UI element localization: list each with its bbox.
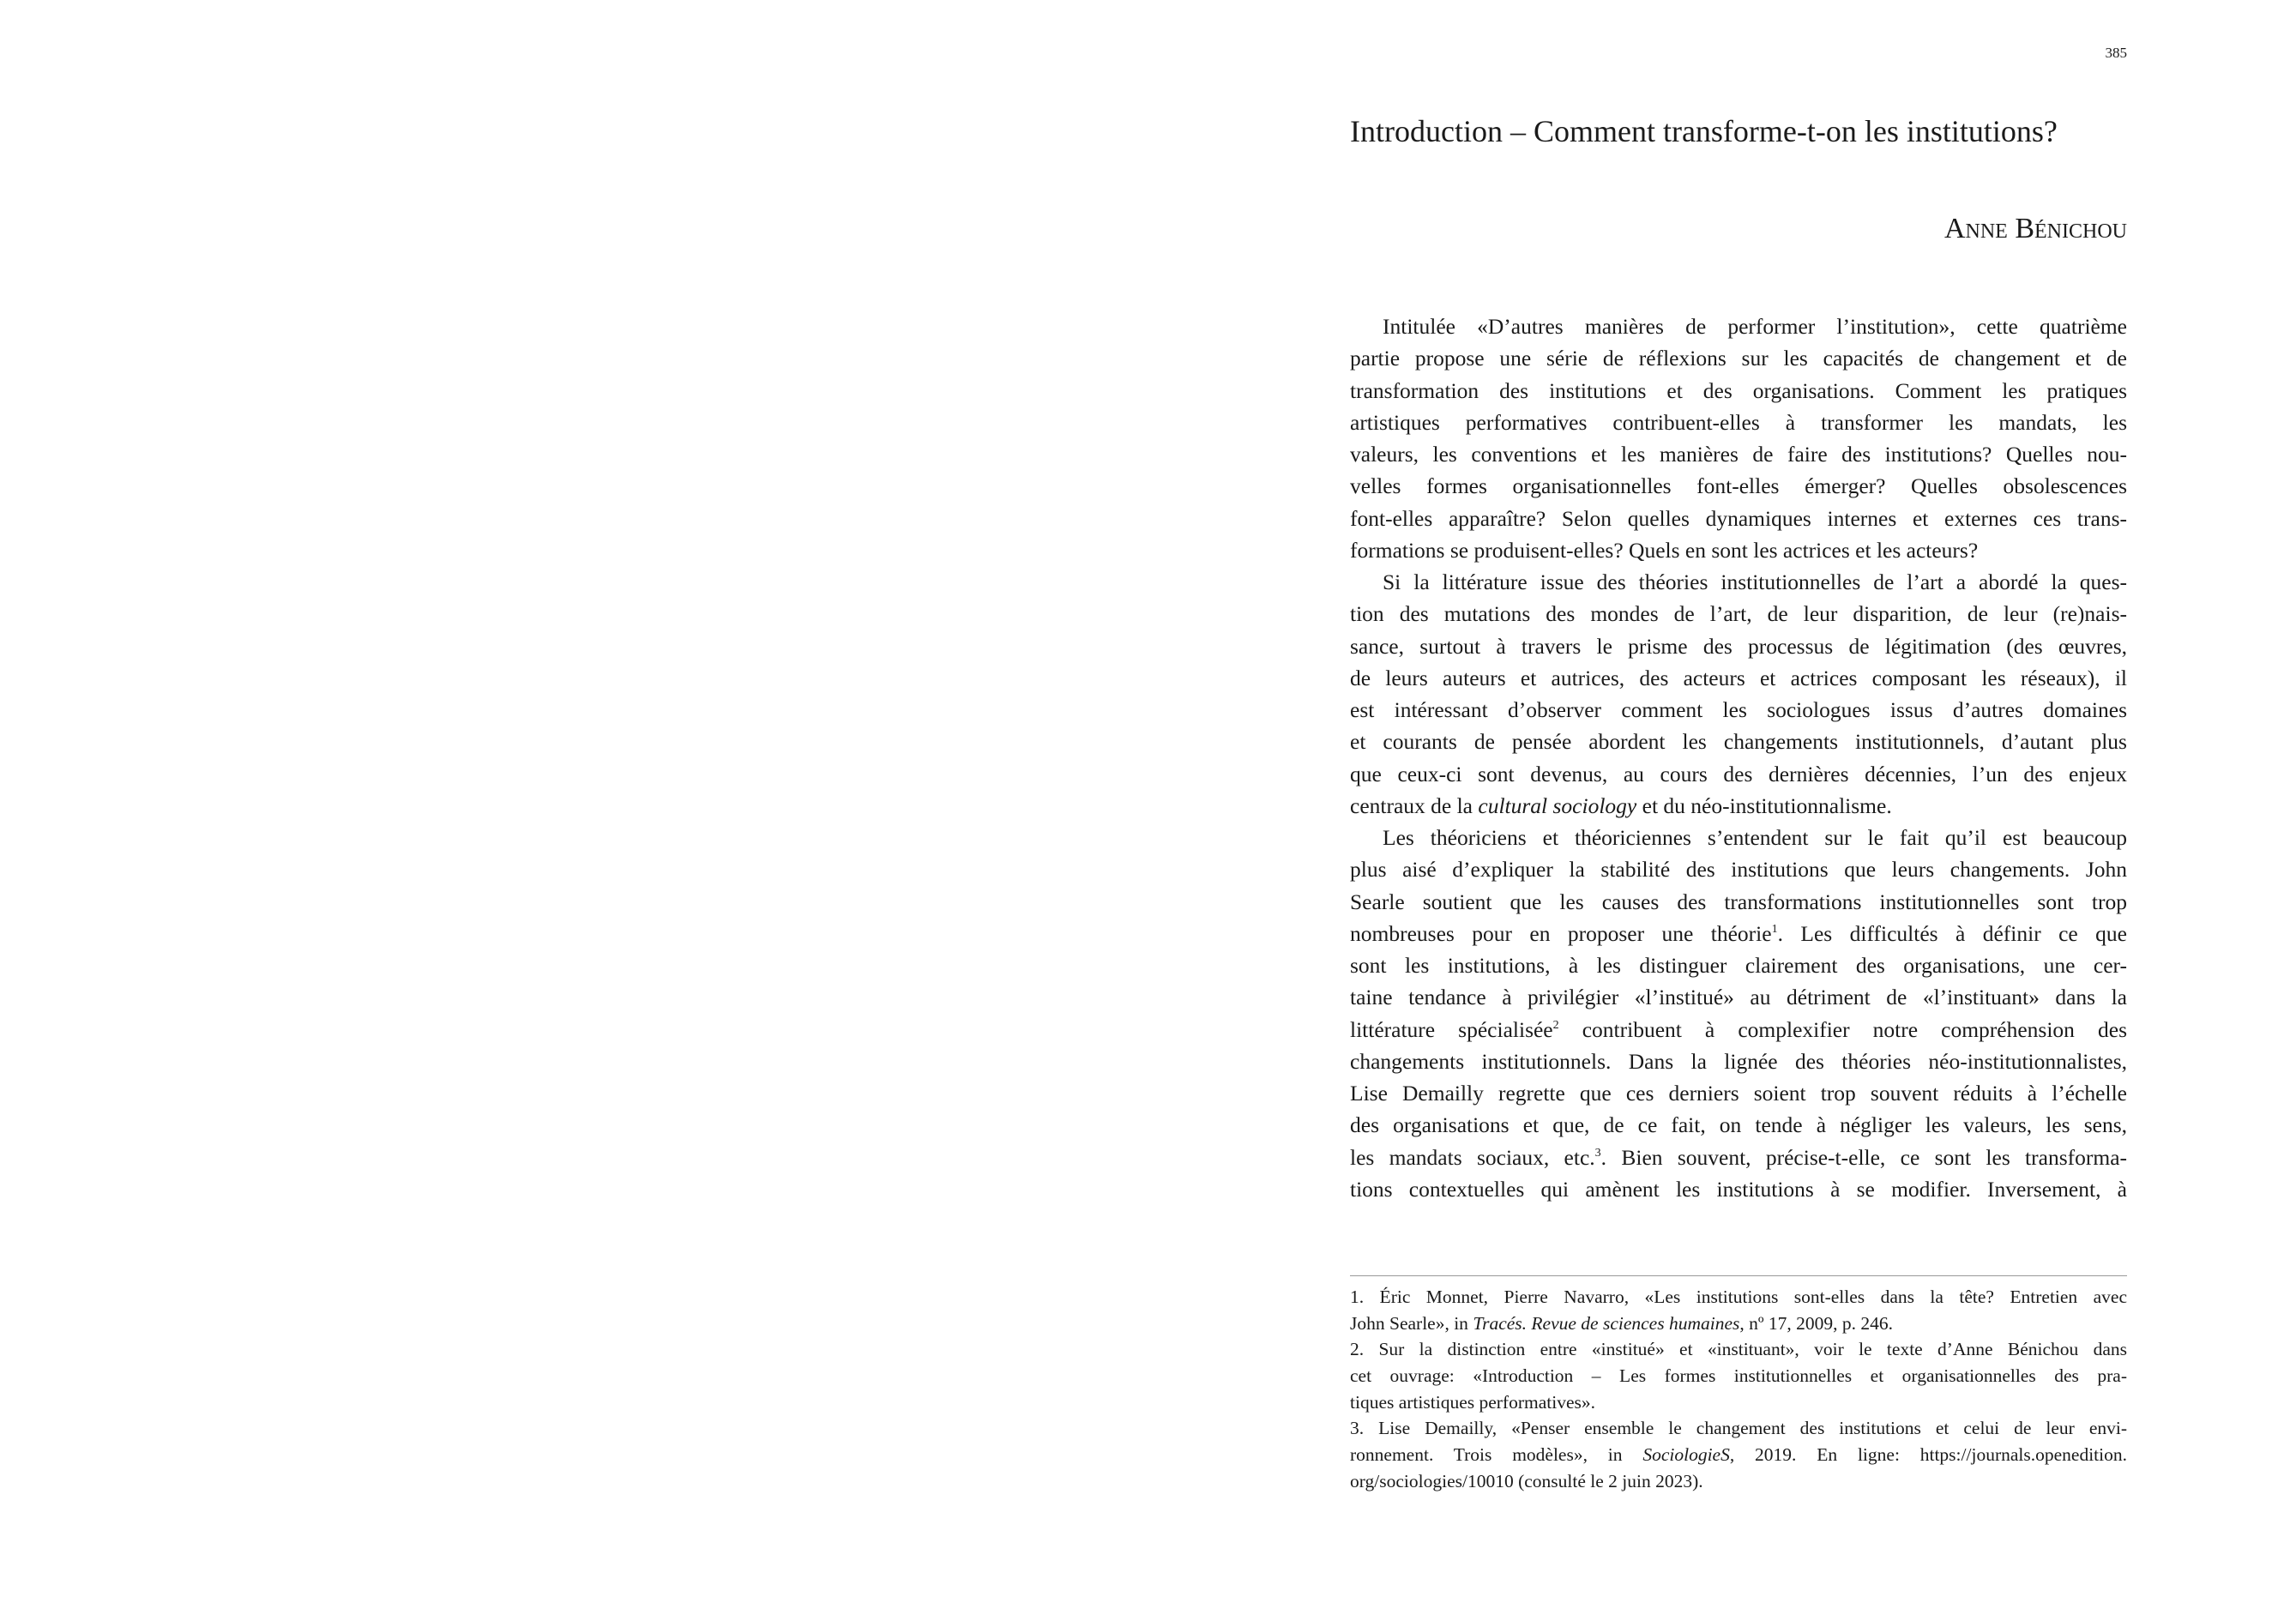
text-line	[1350, 1284, 2127, 1311]
text-run: centraux de la	[1350, 792, 1479, 818]
text-run: nombreuses pour en proposer une théorie	[1350, 920, 1772, 946]
text-line	[1350, 918, 2127, 949]
text-line	[1350, 758, 2127, 790]
footnote-reference: 3	[1594, 1146, 1601, 1160]
text-run: tiques artistiques performatives».	[1350, 1391, 1595, 1413]
text-run: des organisations et que, de ce fait, on tende à négliger les valeurs, les sens,	[1350, 1112, 2127, 1138]
text-line	[1350, 598, 2127, 630]
body-text	[1350, 310, 2127, 1205]
text-run: . Les difficultés à définir ce que	[1777, 920, 2127, 946]
text-line	[1350, 1336, 2127, 1363]
text-line	[1350, 1468, 2127, 1495]
text-run: et courants de pensée abordent les changements institutionnels, d’autant plus	[1350, 729, 2127, 755]
text-run: . Bien souvent, précise-t-elle, ce sont les transforma-	[1600, 1144, 2128, 1170]
text-run: est intéressant d’observer comment les sociologues issus d’autres domaines	[1350, 697, 2127, 722]
text-line	[1350, 886, 2127, 918]
text-line	[1350, 694, 2127, 726]
text-line	[1350, 1415, 2127, 1442]
italic-text: Tracés. Revue de sciences humaines	[1473, 1312, 1740, 1334]
text-line	[1350, 822, 2127, 853]
text-line	[1350, 790, 2127, 822]
footnote-divider	[1350, 1275, 2127, 1276]
page-number: 385	[2105, 45, 2127, 61]
text-run: tion des mutations des mondes de l’art, de leur disparition, de leur (re)nais-	[1350, 601, 2127, 627]
author-name: Anne Bénichou	[1943, 213, 2127, 244]
text-line	[1350, 853, 2127, 885]
text-run: artistiques performatives contribuent-elles à transformer les mandats, les	[1350, 409, 2127, 435]
text-line	[1350, 981, 2127, 1013]
text-line	[1350, 470, 2127, 502]
text-run: sance, surtout à travers le prisme des processus de légitimation (des œuvres,	[1350, 633, 2127, 659]
text-line	[1350, 438, 2127, 470]
italic-text: SociologieS	[1642, 1444, 1730, 1466]
text-line	[1350, 375, 2127, 407]
text-run: 1. Éric Monnet, Pierre Navarro, «Les institutions sont-elles dans la tête? Entretien avec	[1350, 1287, 2127, 1307]
chapter-title: Introduction – Comment transforme-t-on les institutions?	[1350, 114, 2058, 148]
text-line	[1350, 1389, 2127, 1416]
text-line	[1350, 1173, 2127, 1205]
text-line	[1350, 1077, 2127, 1109]
text-run: John Searle», in	[1350, 1312, 1473, 1334]
text-line	[1350, 1311, 2127, 1337]
text-run: valeurs, les conventions et les manières de faire des institutions? Quelles nou-	[1350, 442, 2127, 467]
footnote	[1350, 1284, 2127, 1336]
text-line	[1350, 407, 2127, 438]
text-line	[1350, 1142, 2127, 1173]
text-line	[1350, 342, 2127, 374]
text-line	[1350, 1363, 2127, 1389]
text-run: org/sociologies/10010 (consulté le 2 juin 2023).	[1350, 1470, 1703, 1491]
text-run: ronnement. Trois modèles», in	[1350, 1444, 1643, 1466]
footnote-reference: 2	[1552, 1018, 1559, 1032]
text-run: 2. Sur la distinction entre «institué» et «instituant», voir le texte d’Anne Bénichou dans	[1350, 1339, 2127, 1360]
text-run: 3. Lise Demailly, «Penser ensemble le changement des institutions et celui de leur envi-	[1350, 1418, 2127, 1439]
text-line	[1350, 1442, 2127, 1468]
text-run: Lise Demailly regrette que ces derniers soient trop souvent réduits à l’échelle	[1350, 1081, 2127, 1106]
text-line	[1350, 1109, 2127, 1141]
text-line	[1350, 726, 2127, 757]
text-run: taine tendance à privilégier «l’institué» au détriment de «l’instituant» dans la	[1350, 985, 2127, 1010]
text-run: cet ouvrage: «Introduction – Les formes institutionnelles et organisationnelles des pra-	[1350, 1365, 2127, 1387]
italic-text: cultural sociology	[1478, 792, 1637, 818]
text-run: partie propose une série de réflexions sur les capacités de changement et de	[1350, 346, 2127, 371]
text-run: transformation des institutions et des organisations. Comment les pratiques	[1350, 377, 2127, 403]
text-line	[1350, 662, 2127, 694]
text-run: changements institutionnels. Dans la lignée des théories néo-institutionnalistes,	[1350, 1048, 2127, 1074]
text-line	[1350, 534, 2127, 566]
text-line	[1350, 503, 2127, 534]
text-line	[1350, 1046, 2127, 1077]
text-run: littérature spécialisée	[1350, 1016, 1553, 1042]
text-run: de leurs auteurs et autrices, des acteurs et actrices composant les réseaux), il	[1350, 665, 2127, 690]
text-run: font-elles apparaître? Selon quelles dynamiques internes et externes ces trans-	[1350, 505, 2127, 531]
footnotes	[1350, 1284, 2127, 1495]
text-line	[1350, 566, 2127, 598]
text-run: formations se produisent-elles? Quels en sont les actrices et les acteurs?	[1350, 537, 1979, 563]
text-run: contribuent à complexifier notre compréhension des	[1558, 1016, 2128, 1042]
paragraph	[1350, 566, 2127, 822]
footnote	[1350, 1336, 2127, 1415]
footnote	[1350, 1415, 2127, 1494]
text-run: les mandats sociaux, etc.	[1350, 1144, 1595, 1170]
text-run: plus aisé d’expliquer la stabilité des institutions que leurs changements. John	[1350, 857, 2127, 883]
text-line	[1350, 949, 2127, 981]
text-run: Searle soutient que les causes des transformations institutionnelles sont trop	[1350, 889, 2127, 914]
text-run: , 2019. En ligne: https://journals.openedition.	[1729, 1444, 2127, 1466]
text-line	[1350, 1014, 2127, 1046]
text-run: velles formes organisationnelles font-elles émerger? Quelles obsolescences	[1350, 473, 2127, 499]
text-run: sont les institutions, à les distinguer clairement des organisations, une cer-	[1350, 953, 2127, 978]
text-run: tions contextuelles qui amènent les institutions à se modifier. Inversement, à	[1350, 1176, 2127, 1202]
text-run: et du néo-institutionnalisme.	[1636, 792, 1892, 818]
paragraph	[1350, 310, 2127, 566]
text-line	[1350, 630, 2127, 662]
text-run: Intitulée «D’autres manières de performer l’institution», cette quatrième	[1383, 314, 2127, 339]
footnote-reference: 1	[1771, 922, 1778, 936]
text-line	[1350, 310, 2127, 342]
text-run: Si la littérature issue des théories institutionnelles de l’art a abordé la ques-	[1383, 569, 2127, 594]
text-run: Les théoriciens et théoriciennes s’entendent sur le fait qu’il est beaucoup	[1383, 825, 2127, 850]
text-run: que ceux-ci sont devenus, au cours des dernières décennies, l’un des enjeux	[1350, 761, 2127, 786]
paragraph	[1350, 822, 2127, 1205]
text-run: , nº 17, 2009, p. 246.	[1739, 1312, 1894, 1334]
